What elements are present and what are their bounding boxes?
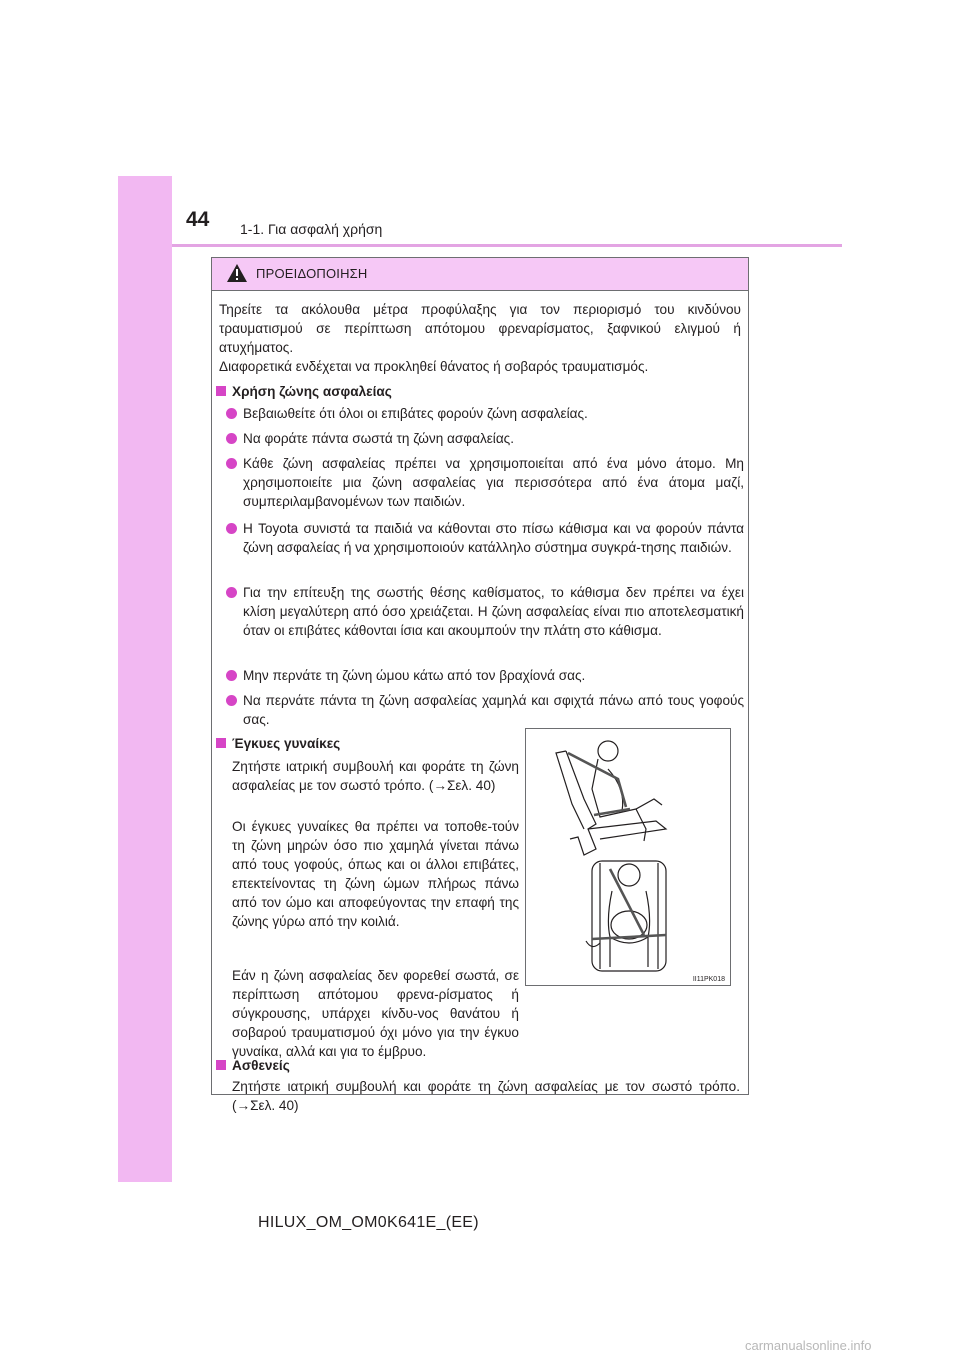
bullet-dot-icon [226,587,237,598]
watermark: carmanualsonline.info [745,1338,872,1353]
list-item: Κάθε ζώνη ασφαλείας πρέπει να χρησιμοποιείται από ένα μόνο άτομο. Μη χρησιμοποιείτε μια ζώνη ασφαλείας για περισσότερα από ένα άτομα μαζί, συμπεριλαμβανομένων των παιδιών. [226,454,744,511]
page-number: 44 [186,208,210,231]
square-bullet-icon [216,1060,226,1070]
square-bullet-icon [216,386,226,396]
bullet-dot-icon [226,695,237,706]
pregnant-paragraph-1: Ζητήστε ιατρική συμβουλή και φοράτε τη ζώνη ασφαλείας με τον σωστό τρόπο. (→Σελ. 40) [232,759,519,793]
pregnant-paragraph-2: Οι έγκυες γυναίκες θα πρέπει να τοποθε-τούν τη ζώνη μηρών όσο πιο χαμηλά γίνεται πάνω από τους γοφούς, όπως και οι άλλοι επιβάτες, επεκτείνοντας τη ζώνη ώμων πλήρως πάνω από τον ώμο και αποφεύγοντας την επαφή της ζώνης γύρω από την κοιλιά. [232,819,519,929]
illustration-code: II11PK018 [692,976,725,983]
warning-intro: Τηρείτε τα ακόλουθα μέτρα προφύλαξης για τον περιορισμό του κινδύνου τραυματισμού σε περίπτωση απότομου φρεναρίσματος, ξαφνικού ελιγμού ή ατυχήματος. [219,302,741,355]
list-item: Για την επίτευξη της σωστής θέσης καθίσματος, το κάθισμα δεν πρέπει να έχει κλίση μεγαλύτερη από όσο χρειάζεται. Η ζώνη ασφαλείας είναι πιο αποτελεσματική όταν οι επιβάτες κάθονται ίσια και ακουμπούν την πλάτη στο κάθισμα. [226,583,744,640]
side-band [118,176,172,1182]
list-item: Να φοράτε πάντα σωστά τη ζώνη ασφαλείας. [226,429,744,448]
heading-ill: Ασθενείς [216,1056,290,1075]
heading-seatbelt: Χρήση ζώνης ασφαλείας [216,382,392,401]
warning-header [212,258,748,291]
bullet-dot-icon [226,670,237,681]
bullet-dot-icon [226,433,237,444]
seated-figures-icon [526,729,730,985]
warning-triangle-icon [226,263,248,283]
bullet-dot-icon [226,458,237,469]
ill-paragraph: Ζητήστε ιατρική συμβουλή και φοράτε τη ζώνη ασφαλείας με τον σωστό τρόπο. (→Σελ. 40) [232,1079,740,1113]
square-bullet-icon [216,738,226,748]
heading-pregnant: Έγκυες γυναίκες [216,734,340,753]
bullet-dot-icon [226,408,237,419]
list-item: Η Toyota συνιστά τα παιδιά να κάθονται στο πίσω κάθισμα και να φορούν πάντα ζώνη ασφαλείας ή να χρησιμοποιούν κατάλληλο σύστημα συγκρά-τησης παιδιών. [226,519,744,557]
section-title: 1-1. Για ασφαλή χρήση [240,221,383,237]
list-item: Βεβαιωθείτε ότι όλοι οι επιβάτες φορούν ζώνη ασφαλείας. [226,404,744,423]
header-rule [172,244,842,247]
pregnant-paragraph-3: Εάν η ζώνη ασφαλείας δεν φορεθεί σωστά, σε περίπτωση απότομου φρενα-ρίσματος ή σύγκρουσης, υπάρχει κίνδυ-νος θανάτου ή σοβαρού τραυματισμού όχι μόνο για την έγκυο γυναίκα, αλλά και για το έμβρυο. [232,968,519,1059]
warning-intro-2: Διαφορετικά ενδέχεται να προκληθεί θάνατος ή σοβαρός τραυματισμός. [219,359,649,374]
pregnant-seatbelt-illustration [525,728,731,986]
list-item: Να περνάτε πάντα τη ζώνη ασφαλείας χαμηλά και σφιχτά πάνω από τους γοφούς σας. [226,691,744,729]
list-item: Μην περνάτε τη ζώνη ώμου κάτω από τον βραχίονά σας. [226,666,744,685]
footer-doc-code: HILUX_OM_OM0K641E_(EE) [258,1214,479,1231]
warning-title: ΠΡΟΕΙΔΟΠΟΙΗΣΗ [256,266,368,281]
bullet-dot-icon [226,523,237,534]
